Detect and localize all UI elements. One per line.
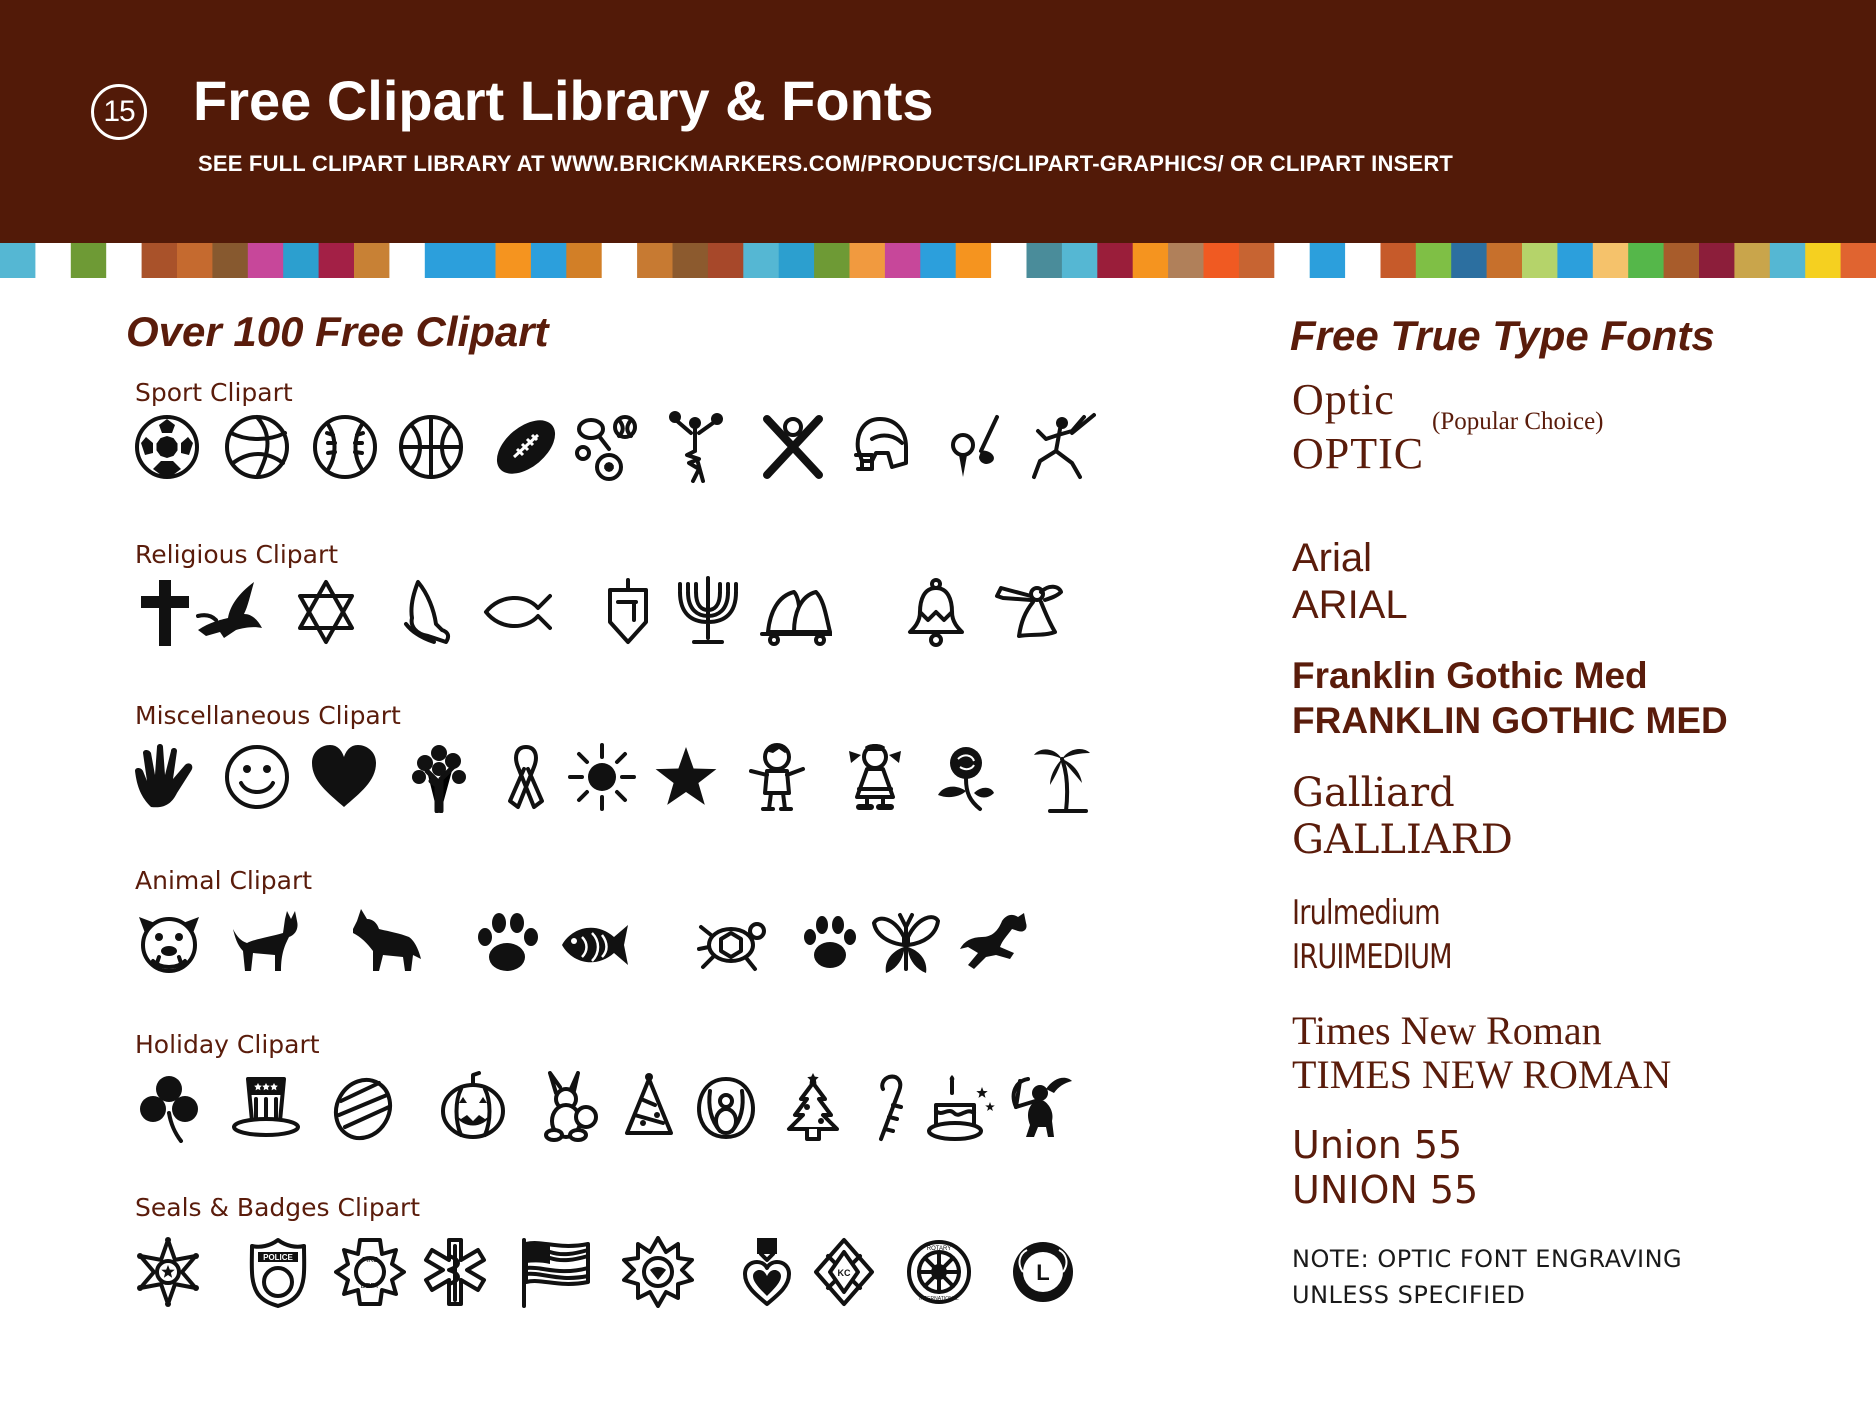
- small-paw-print-icon: [794, 907, 866, 979]
- color-strip-segment: [743, 243, 779, 278]
- category-label-sport: Sport Clipart: [135, 378, 293, 407]
- dove-icon: [194, 576, 266, 648]
- color-strip-segment: [460, 243, 496, 278]
- color-strip-segment: [248, 243, 284, 278]
- easter-bunny-icon: [530, 1071, 602, 1143]
- sheriff-star-badge-icon: [132, 1236, 204, 1308]
- bulldog-icon: [133, 907, 205, 979]
- color-strip-segment: [1097, 243, 1133, 278]
- color-strip-segment: [1133, 243, 1169, 278]
- font-sample-galliard-upper: GALLIARD: [1292, 817, 1513, 863]
- fire-dept-badge-icon: [334, 1236, 406, 1308]
- svg-text:DEPT: DEPT: [360, 1283, 380, 1290]
- color-strip-segment: [1062, 243, 1098, 278]
- fish-icon: [558, 907, 630, 979]
- color-strip-segment: [1734, 243, 1770, 278]
- color-strip-segment: [602, 243, 638, 278]
- font-sample-franklin: Franklin Gothic Med: [1292, 655, 1648, 696]
- font-sample-optic: Optic: [1292, 375, 1395, 424]
- football-helmet-icon: [848, 411, 920, 483]
- clipart-heading: Over 100 Free Clipart: [126, 308, 549, 355]
- ichthys-fish-icon: [480, 576, 552, 648]
- font-sample-arial-upper: ARIAL: [1292, 583, 1408, 627]
- golf-club-ball-icon: [941, 411, 1013, 483]
- svg-text:L: L: [1036, 1260, 1050, 1285]
- font-sample-times-upper: TIMES NEW ROMAN: [1292, 1052, 1672, 1097]
- american-flag-icon: [518, 1236, 590, 1308]
- uncle-sam-hat-icon: [230, 1071, 302, 1143]
- baseball-icon: [309, 411, 381, 483]
- category-label-religious: Religious Clipart: [135, 540, 339, 569]
- butterfly-icon: [870, 907, 942, 979]
- palm-tree-icon: [1026, 741, 1098, 813]
- font-sample-times: Times New Roman: [1292, 1008, 1602, 1053]
- shamrock-icon: [133, 1071, 205, 1143]
- lions-club-emblem-icon: [1007, 1236, 1079, 1308]
- birthday-cake-icon: [924, 1071, 996, 1143]
- page-header: [0, 0, 1876, 243]
- color-strip-segment: [319, 243, 355, 278]
- horse-icon: [958, 907, 1030, 979]
- bell-icon: [900, 576, 972, 648]
- color-strip-segment: [1168, 243, 1204, 278]
- boy-icon: [741, 741, 813, 813]
- girl-icon: [839, 741, 911, 813]
- color-strip-segment: [1770, 243, 1806, 278]
- color-strip-segment: [991, 243, 1027, 278]
- font-sample-union: Union 55: [1292, 1123, 1463, 1167]
- color-strip-segment: [389, 243, 425, 278]
- color-strip-segment: [1522, 243, 1558, 278]
- font-sample-union-upper: UNION 55: [1292, 1168, 1479, 1212]
- svg-text:POLICE: POLICE: [263, 1253, 293, 1262]
- font-sample-irulmedium: Irulmedium: [1292, 893, 1440, 933]
- svg-text:INTERNATIONAL: INTERNATIONAL: [919, 1296, 959, 1302]
- dreidel-icon: [592, 576, 664, 648]
- awareness-ribbon-icon: [490, 741, 562, 813]
- turtle-icon: [695, 907, 767, 979]
- popular-choice-note: (Popular Choice): [1432, 408, 1604, 435]
- color-strip-segment: [1805, 243, 1841, 278]
- font-note-line-2: UNLESS SPECIFIED: [1292, 1281, 1526, 1309]
- color-strip-segment: [0, 243, 36, 278]
- hand-print-icon: [129, 741, 201, 813]
- football-icon: [490, 411, 562, 483]
- wedding-bells-icon: [760, 576, 832, 648]
- category-label-animal: Animal Clipart: [135, 866, 313, 895]
- trumpet-angel-icon: [991, 576, 1063, 648]
- color-strip-graphic: [0, 243, 1876, 278]
- font-sample-franklin-upper: FRANKLIN GOTHIC MED: [1292, 700, 1728, 741]
- tree-icon: [403, 741, 475, 813]
- color-strip-segment: [71, 243, 107, 278]
- crossed-bats-icon: [757, 411, 829, 483]
- soccer-ball-icon: [131, 411, 203, 483]
- font-sample-galliard: Galliard: [1292, 770, 1455, 816]
- color-strip-segment: [1593, 243, 1629, 278]
- fonts-heading: Free True Type Fonts: [1290, 312, 1715, 359]
- font-sample-optic-upper: OPTIC: [1292, 429, 1425, 478]
- rotary-international-emblem-icon: [903, 1236, 975, 1308]
- color-strip-segment: [354, 243, 390, 278]
- jack-o-lantern-icon: [437, 1071, 509, 1143]
- color-strip-segment: [566, 243, 602, 278]
- color-strip-segment: [850, 243, 886, 278]
- color-strip-segment: [212, 243, 248, 278]
- sun-icon: [566, 741, 638, 813]
- baseball-batter-icon: [1024, 411, 1096, 483]
- heart-icon: [308, 741, 380, 813]
- color-strip-segment: [1027, 243, 1063, 278]
- color-strip-segment: [1274, 243, 1310, 278]
- color-strip-segment: [1841, 243, 1876, 278]
- cupid-icon: [1006, 1071, 1078, 1143]
- knights-of-columbus-emblem-icon: [808, 1236, 880, 1308]
- paw-print-icon: [471, 907, 543, 979]
- purple-heart-medal-icon: [731, 1236, 803, 1308]
- svg-text:KC: KC: [837, 1268, 851, 1278]
- color-strip-segment: [814, 243, 850, 278]
- color-strip-segment: [956, 243, 992, 278]
- star-icon: [650, 741, 722, 813]
- menorah-icon: [672, 576, 744, 648]
- font-note-line-1: NOTE: OPTIC FONT ENGRAVING: [1292, 1245, 1683, 1273]
- color-strip-segment: [1204, 243, 1240, 278]
- color-strip-segment: [496, 243, 532, 278]
- color-strip-segment: [1487, 243, 1523, 278]
- page-title: Free Clipart Library & Fonts: [193, 69, 934, 132]
- rose-icon: [928, 741, 1000, 813]
- color-strip-segment: [1416, 243, 1452, 278]
- page-subtitle: SEE FULL CLIPART LIBRARY AT WWW.BRICKMARKERS.COM/PRODUCTS/CLIPART-GRAPHICS/ OR CLIPART INSERT: [198, 151, 1454, 176]
- easter-egg-icon: [327, 1071, 399, 1143]
- svg-text:FIRE: FIRE: [362, 1257, 378, 1264]
- color-strip-segment: [531, 243, 567, 278]
- color-strip-segment: [673, 243, 709, 278]
- category-label-miscellaneous: Miscellaneous Clipart: [135, 701, 401, 730]
- cat-icon: [229, 907, 301, 979]
- color-strip-segment: [1310, 243, 1346, 278]
- color-strip-segment: [920, 243, 956, 278]
- turkey-icon: [690, 1071, 762, 1143]
- party-hat-icon: [613, 1071, 685, 1143]
- color-strip-segment: [1345, 243, 1381, 278]
- color-strip-segment: [283, 243, 319, 278]
- star-of-life-icon: [419, 1236, 491, 1308]
- font-sample-irulmedium-upper: IRUIMEDIUM: [1292, 937, 1452, 977]
- basketball-icon: [395, 411, 467, 483]
- category-label-seals-badges: Seals & Badges Clipart: [135, 1193, 421, 1222]
- color-strip-segment: [425, 243, 461, 278]
- color-strip: [0, 243, 1876, 278]
- category-label-holiday: Holiday Clipart: [135, 1030, 320, 1059]
- volleyball-icon: [221, 411, 293, 483]
- color-strip-segment: [779, 243, 815, 278]
- praying-hands-icon: [388, 576, 460, 648]
- police-badge-icon: [242, 1236, 314, 1308]
- font-sample-arial: Arial: [1292, 536, 1373, 580]
- color-strip-segment: [885, 243, 921, 278]
- color-strip-segment: [1557, 243, 1593, 278]
- cross-icon: [129, 576, 201, 648]
- color-strip-segment: [177, 243, 213, 278]
- vfw-emblem-icon: [622, 1236, 694, 1308]
- candy-cane-icon: [855, 1071, 927, 1143]
- color-strip-segment: [35, 243, 71, 278]
- color-strip-segment: [142, 243, 178, 278]
- svg-text:ROTARY: ROTARY: [926, 1246, 952, 1252]
- color-strip-segment: [1451, 243, 1487, 278]
- smiley-face-icon: [221, 741, 293, 813]
- color-strip-segment: [637, 243, 673, 278]
- color-strip-segment: [1381, 243, 1417, 278]
- color-strip-segment: [1239, 243, 1275, 278]
- color-strip-segment: [708, 243, 744, 278]
- color-strip-segment: [106, 243, 142, 278]
- color-strip-segment: [1699, 243, 1735, 278]
- color-strip-segment: [1664, 243, 1700, 278]
- star-of-david-icon: [290, 576, 362, 648]
- cheerleader-icon: [659, 411, 731, 483]
- christmas-tree-icon: [777, 1071, 849, 1143]
- page-number-badge: 15: [91, 84, 147, 140]
- tennis-rackets-balls-icon: [569, 411, 641, 483]
- german-shepherd-icon: [351, 907, 423, 979]
- color-strip-segment: [1628, 243, 1664, 278]
